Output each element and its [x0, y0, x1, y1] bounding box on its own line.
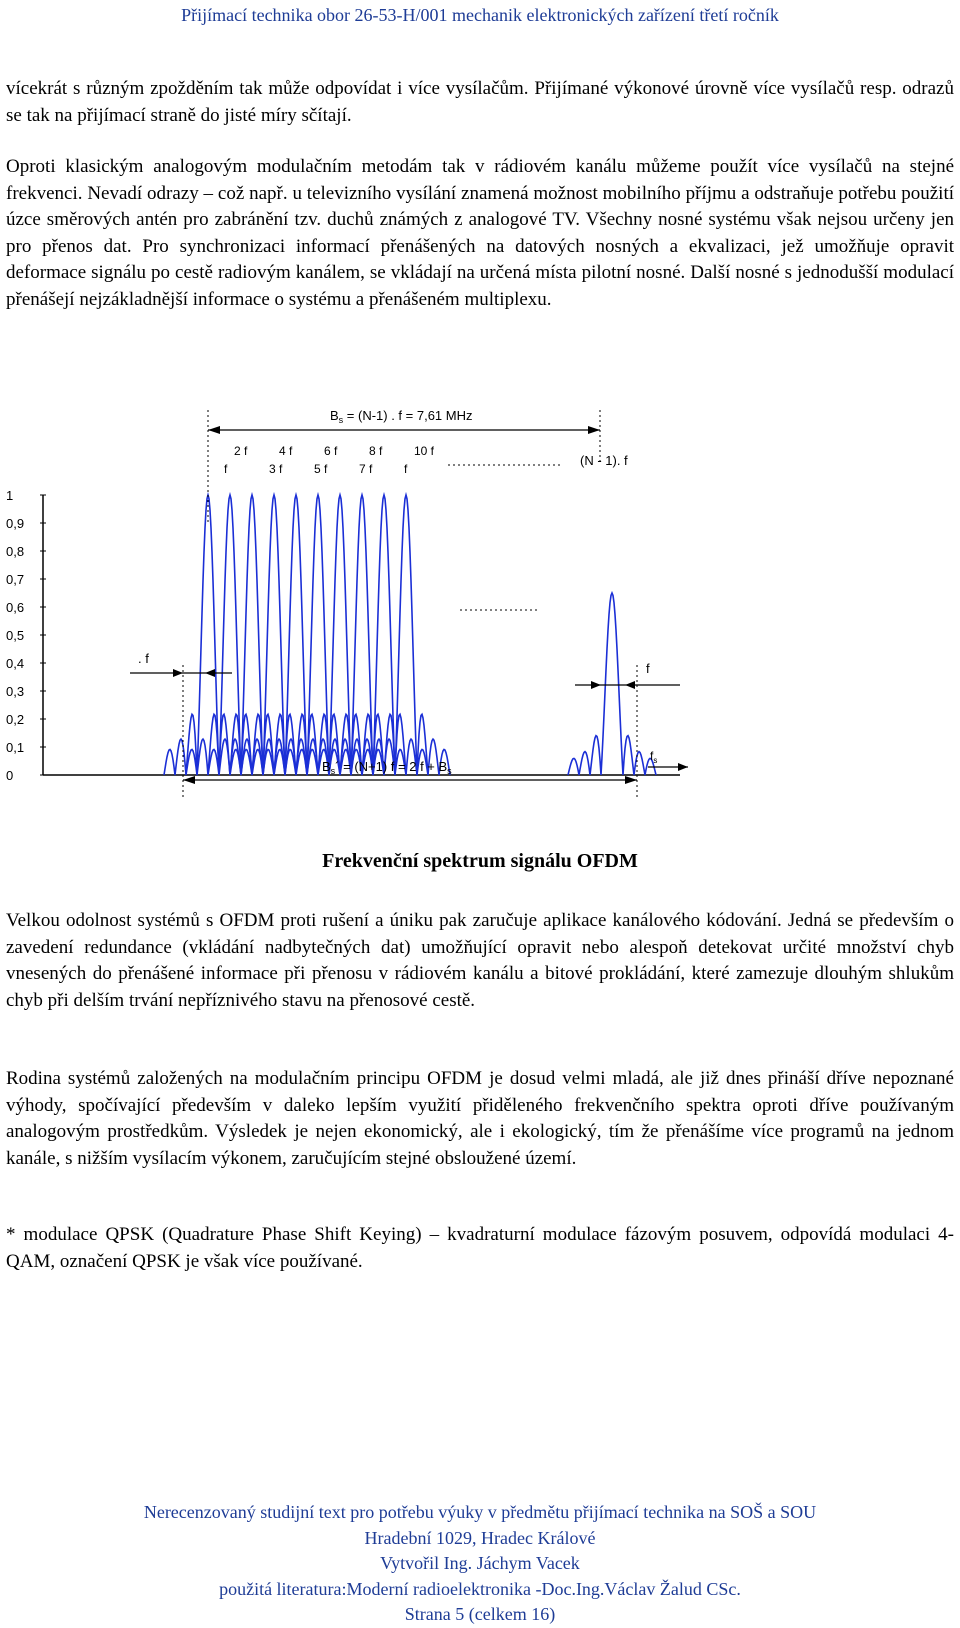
figure-caption: Frekvenční spektrum signálu OFDM [322, 850, 638, 872]
y-tick-label: 0,4 [6, 656, 25, 671]
y-tick-label: 0,1 [6, 740, 25, 755]
footer-line-4: použitá literatura:Moderní radioelektronika -Doc.Ing.Václav Žalud CSc. [219, 1578, 741, 1599]
svg-text:fs [650, 749, 657, 765]
y-tick-label: 0,7 [6, 572, 25, 587]
left-spacing-label: . f [138, 651, 149, 666]
pilot-curve [568, 593, 656, 775]
y-tick-label: 0,5 [6, 628, 25, 643]
y-tick-label: 1 [6, 488, 14, 503]
even-carrier-label: 6 f [324, 444, 338, 458]
paragraph-3: Velkou odolnost systémů s OFDM proti rušení a úniku pak zaručuje aplikace kanálového kódování. Jedná se především o zavedení redundance (vkládání nadbytečných dat) umožňující opravit nebo alespoň detekovat určité množství chyb vnesených do přenášené informace při přenosu v rádiovém kanálu a bitové prokládání, které zamezuje dlouhým shlukům chyb při delším trvání nepříznivého stavu na přenosové cestě. [6, 910, 954, 1011]
n-minus-1-label: (N - 1). f [580, 453, 628, 468]
page-header: Přijímací technika obor 26-53-H/001 mechanik elektronických zařízení třetí ročník [181, 5, 779, 25]
svg-text:Bs´ = (N+1) f = 2 f + Bs [322, 759, 452, 776]
even-carrier-label: 10 f [414, 444, 435, 458]
footer-line-1: Nerecenzovaný studijní text pro potřebu výuky v předmětu přijímací technika na SOŠ a SOU [143, 1502, 817, 1522]
y-tick-label: 0,2 [6, 712, 25, 727]
bottom-subscript-2: s [447, 766, 452, 776]
spectrum-curves [164, 495, 656, 775]
y-axis [43, 495, 680, 775]
paragraph-1: vícekrát s různým zpožděním tak může odpovídat i více vysílačům. Přijímané výkonové úrovně více vysílačů resp. odrazů se tak na přijímací straně do jisté míry sčítají. [6, 78, 954, 126]
y-tick-label: 0,6 [6, 600, 25, 615]
bottom-label: B [322, 759, 331, 774]
bottom-equation: ´ = (N+1) f = 2 f + B [335, 759, 448, 774]
fs-subscript: s [653, 756, 658, 765]
paragraph-5: * modulace QPSK (Quadrature Phase Shift Keying) – kvadraturní modulace fázovým posuvem, odpovídá modulaci 4-QAM, označení QPSK je však více používané. [6, 1224, 954, 1272]
left-spacing-marker [130, 651, 232, 677]
footer-line-2: Hradební 1029, Hradec Králové [364, 1527, 596, 1548]
odd-carrier-label: f [404, 462, 408, 476]
y-tick-labels [6, 488, 46, 783]
even-carrier-label: 8 f [369, 444, 383, 458]
odd-carrier-label: 3 f [269, 462, 283, 476]
bottom-subscript: s [330, 766, 336, 776]
bandwidth-equation: = (N-1) . f = 7,61 MHz [343, 408, 473, 423]
bandwidth-label: B [330, 408, 339, 423]
fs-label: f [650, 749, 654, 763]
paragraph-4: Rodina systémů založených na modulačním principu OFDM je dosud velmi mladá, ale již dnes přináší dříve nepoznané výhody, spočívající především v daleko lepším využití přiděleného frekvenčního spektra oproti dříve používaným analogovým prostředkům. Výsledek je nejen ekonomický, ale i ekologický, tím že přenášíme více programů na jednom kanále, s nižším vysílacím výkonem, zaručujícím stejné obsloužené území. [6, 1068, 954, 1169]
y-tick-label: 0 [6, 768, 14, 783]
bandwidth-subscript: s [338, 415, 344, 425]
subcarrier-labels [224, 444, 435, 476]
footer-line-3: Vytvořil Ing. Jáchym Vacek [380, 1553, 580, 1573]
odd-carrier-label: f [224, 462, 228, 476]
even-carrier-label: 2 f [234, 444, 248, 458]
svg-text:Bs = (N-1) . f = 7,61 MHz [330, 408, 473, 425]
odd-carrier-label: 7 f [359, 462, 373, 476]
paragraph-2: Oproti klasickým analogovým modulačním metodám tak v rádiovém kanálu můžeme použít více vysílačů na stejné frekvenci. Nevadí odrazy – což např. u televizního vysílání znamená možnost mobilního příjmu a odstraňuje potřebu použití úzce směrových antén pro zabránění tzv. duchů známých z analogové TV. Všechny nosné systému však nejsou určeny jen pro přenos dat. Pro synchronizaci informací přenášených na datových nosných a ekvalizaci, jež umožňuje opravit deformace signálu po cestě radiovým kanálem, se vkládají na určená místa pilotní nosné. Další nosné s jednodušší modulací přenášejí nejzákladnější informace o systému a přenášeném multiplexu. [6, 156, 954, 310]
right-spacing-marker [575, 661, 680, 689]
y-tick-label: 0,9 [6, 516, 25, 531]
page-footer [0, 1500, 960, 1628]
y-tick-label: 0,8 [6, 544, 25, 559]
right-spacing-label: f [646, 661, 650, 676]
footer-line-5: Strana 5 (celkem 16) [404, 1604, 556, 1624]
ofdm-spectrum-figure [0, 405, 960, 825]
even-carrier-label: 4 f [279, 444, 293, 458]
odd-carrier-label: 5 f [314, 462, 328, 476]
y-tick-label: 0,3 [6, 684, 25, 699]
